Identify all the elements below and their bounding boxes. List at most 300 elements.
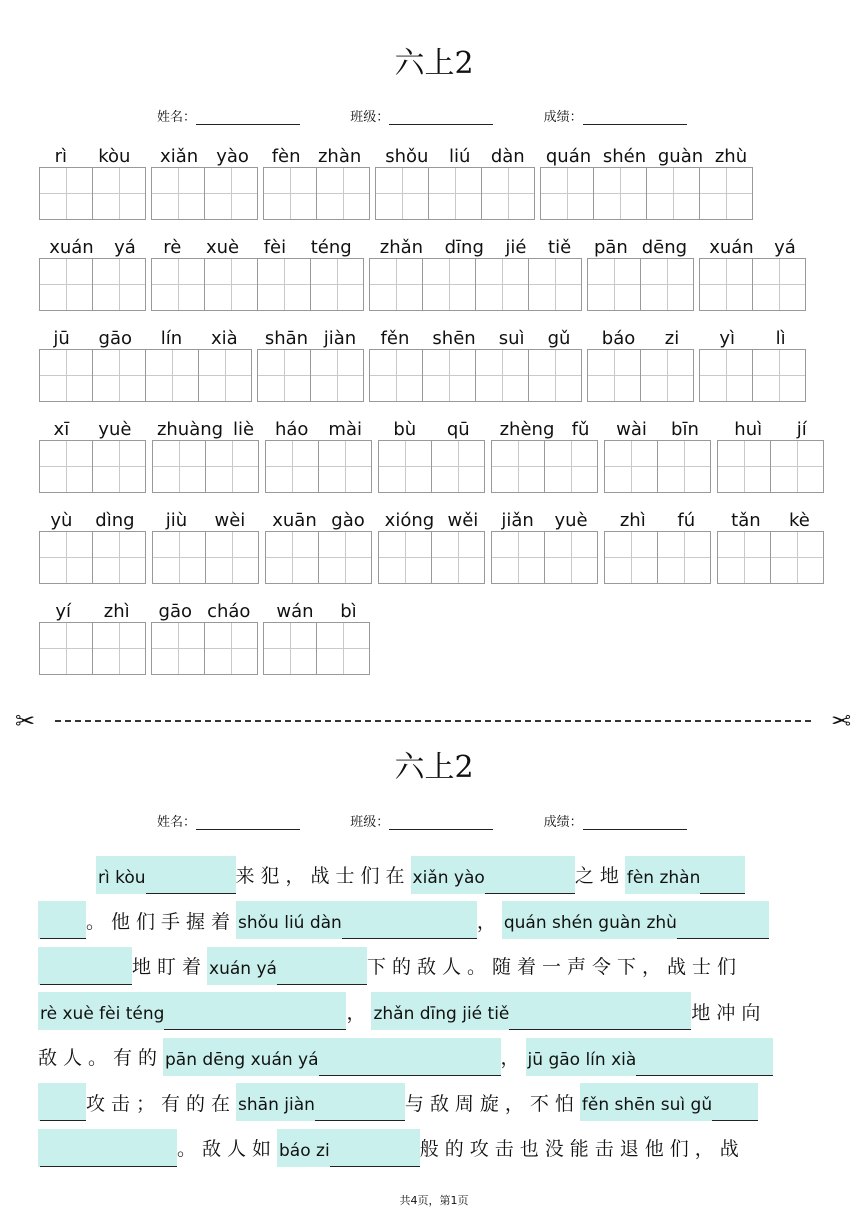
answer-line[interactable]	[40, 1142, 177, 1167]
pinyin-syllable: gāo	[158, 601, 192, 622]
pinyin-syllable: yá	[114, 237, 136, 258]
pinyin-syllable: wèi	[214, 510, 246, 531]
pinyin-syllable: rè	[163, 237, 182, 258]
pinyin-prompt: quán shén guàn zhù	[503, 913, 677, 934]
writing-cell[interactable]	[206, 531, 259, 584]
writing-cell[interactable]	[93, 531, 146, 584]
writing-cell[interactable]	[263, 622, 317, 675]
answer-line[interactable]	[146, 869, 236, 894]
paragraph-line	[38, 852, 828, 898]
pinyin-blank[interactable]	[625, 856, 746, 894]
pinyin-syllable: zhì	[103, 601, 130, 622]
writing-cell[interactable]	[491, 440, 545, 493]
pinyin-syllable: zhèng	[499, 419, 555, 440]
score-label: 成绩：	[543, 110, 583, 125]
pinyin-word	[39, 328, 252, 404]
pinyin-syllable: xuè	[205, 237, 240, 258]
writing-cell[interactable]	[93, 349, 146, 402]
pinyin-word	[265, 510, 372, 586]
paragraph-text: 。敌人如	[177, 1138, 278, 1161]
pinyin-blank[interactable]	[411, 856, 575, 894]
pinyin-word	[152, 419, 259, 495]
pinyin-label-row	[39, 419, 146, 440]
pinyin-prompt: xiǎn yào	[412, 867, 485, 888]
writing-cell[interactable]	[604, 531, 658, 584]
writing-cell[interactable]	[753, 349, 806, 402]
pinyin-syllable: xióng	[384, 510, 435, 531]
pinyin-syllable: dàn	[490, 146, 525, 167]
writing-cell[interactable]	[491, 531, 545, 584]
writing-cell[interactable]	[319, 440, 372, 493]
pinyin-word	[151, 237, 364, 313]
writing-cell[interactable]	[658, 440, 711, 493]
pinyin-syllable: fèn	[271, 146, 301, 167]
pinyin-syllable: huì	[734, 419, 763, 440]
pinyin-word	[699, 237, 806, 313]
writing-cell[interactable]	[594, 167, 647, 220]
writing-cell[interactable]	[39, 258, 93, 311]
pinyin-syllable: yí	[55, 601, 72, 622]
writing-cell[interactable]	[699, 258, 753, 311]
pinyin-syllable: zhù	[714, 146, 748, 167]
answer-line[interactable]	[277, 960, 367, 985]
pinyin-label-row	[263, 146, 370, 167]
pinyin-prompt: rì kòu	[98, 867, 146, 888]
pinyin-syllable: dìng	[95, 510, 135, 531]
pinyin-label-row	[265, 419, 372, 440]
pinyin-blank[interactable]	[236, 901, 477, 939]
answer-line[interactable]	[164, 1005, 346, 1030]
page-title: 六上2	[394, 46, 474, 81]
pinyin-blank[interactable]	[371, 992, 691, 1030]
pinyin-syllable: liè	[232, 419, 255, 440]
pinyin-word	[39, 146, 146, 222]
writing-cell[interactable]	[482, 167, 535, 220]
pinyin-label-row	[151, 601, 258, 622]
pinyin-label-row	[375, 146, 535, 167]
pinyin-syllable: yì	[719, 328, 735, 349]
pinyin-word	[265, 419, 372, 495]
pinyin-prompt: rè xuè fèi téng	[40, 1004, 165, 1025]
name-field[interactable]	[196, 815, 300, 830]
pinyin-word	[699, 328, 806, 404]
pinyin-syllable: guàn	[657, 146, 704, 167]
dashed-divider	[55, 720, 811, 722]
pinyin-syllable: zhì	[619, 510, 646, 531]
pinyin-syllable: fěn	[380, 328, 410, 349]
pinyin-label-row	[39, 237, 146, 258]
writing-cell[interactable]	[206, 440, 259, 493]
answer-line[interactable]	[509, 1005, 691, 1030]
name-label: 姓名：	[157, 815, 197, 830]
name-field[interactable]	[196, 110, 300, 125]
student-info-2	[157, 811, 687, 830]
pinyin-blank[interactable]	[96, 856, 236, 894]
pinyin-label-row	[263, 601, 370, 622]
answer-line[interactable]	[319, 1051, 501, 1076]
pinyin-word	[39, 419, 146, 495]
pinyin-word	[151, 601, 258, 677]
answer-line[interactable]	[700, 869, 745, 894]
scissors-icon: ✂	[830, 707, 851, 735]
pinyin-syllable: fǔ	[571, 419, 590, 440]
writing-cell[interactable]	[545, 531, 598, 584]
pinyin-label-row	[717, 510, 824, 531]
pinyin-syllable: zhǎn	[379, 237, 424, 258]
writing-cell[interactable]	[317, 622, 370, 675]
writing-cell[interactable]	[587, 258, 641, 311]
paragraph-line	[38, 898, 828, 944]
writing-cell[interactable]	[39, 622, 93, 675]
writing-cell[interactable]	[311, 258, 364, 311]
pinyin-syllable: yá	[774, 237, 796, 258]
pinyin-word	[491, 510, 598, 586]
writing-cell[interactable]	[151, 622, 205, 675]
answer-line[interactable]	[342, 914, 477, 939]
writing-cell[interactable]	[647, 167, 700, 220]
pinyin-syllable: xuán	[49, 237, 94, 258]
pinyin-syllable: zi	[664, 328, 680, 349]
score-field[interactable]	[583, 110, 687, 125]
writing-cell[interactable]	[151, 258, 205, 311]
answer-line[interactable]	[636, 1051, 773, 1076]
writing-cell[interactable]	[771, 440, 824, 493]
pinyin-word	[587, 328, 694, 404]
paragraph-line	[38, 989, 828, 1035]
writing-cell[interactable]	[432, 531, 485, 584]
pinyin-syllable: xuán	[709, 237, 754, 258]
pinyin-syllable: yù	[50, 510, 73, 531]
pinyin-syllable: jiàn	[323, 328, 357, 349]
pinyin-syllable: liú	[448, 146, 471, 167]
pinyin-label-row	[39, 601, 146, 622]
pinyin-label-row	[491, 419, 598, 440]
pinyin-syllable: téng	[310, 237, 352, 258]
pinyin-syllable: gāo	[98, 328, 133, 349]
pinyin-syllable: pān	[593, 237, 628, 258]
pinyin-blank[interactable]	[277, 1129, 420, 1167]
pinyin-label-row	[540, 146, 753, 167]
page-title-2: 六上2	[394, 750, 474, 785]
pinyin-syllable: yuè	[98, 419, 132, 440]
pinyin-syllable: rì	[54, 146, 67, 167]
answer-line[interactable]	[40, 960, 132, 985]
pinyin-syllable: zhàn	[317, 146, 362, 167]
writing-cell[interactable]	[717, 440, 771, 493]
writing-cell[interactable]	[717, 531, 771, 584]
writing-cell[interactable]	[265, 440, 319, 493]
pinyin-word	[378, 510, 485, 586]
pinyin-syllable: wěi	[447, 510, 479, 531]
paragraph-text: 下的敌人。随着一声令下，战士们	[366, 956, 742, 979]
pinyin-word	[39, 237, 146, 313]
writing-cell[interactable]	[699, 349, 753, 402]
pinyin-syllable: quán	[545, 146, 592, 167]
pinyin-syllable: lì	[775, 328, 786, 349]
student-info	[157, 106, 687, 125]
pinyin-label-row	[152, 510, 259, 531]
writing-cell[interactable]	[378, 531, 432, 584]
pinyin-syllable: shān	[264, 328, 309, 349]
pinyin-word	[369, 328, 582, 404]
writing-cell[interactable]	[658, 531, 711, 584]
fill-in-paragraph	[38, 852, 828, 1171]
writing-cell[interactable]	[152, 440, 206, 493]
pinyin-syllable: yuè	[554, 510, 588, 531]
pinyin-syllable: gào	[331, 510, 365, 531]
writing-cell[interactable]	[263, 167, 317, 220]
writing-cell[interactable]	[317, 167, 370, 220]
pinyin-syllable: wài	[616, 419, 647, 440]
paragraph-text: 攻击；有的在	[86, 1092, 237, 1115]
pinyin-syllable: mài	[328, 419, 362, 440]
pinyin-word	[604, 419, 711, 495]
writing-cell[interactable]	[423, 258, 476, 311]
writing-cell[interactable]	[39, 349, 93, 402]
answer-line[interactable]	[485, 869, 575, 894]
paragraph-text: 之地	[574, 865, 625, 888]
pinyin-word	[257, 328, 364, 404]
pinyin-word	[152, 510, 259, 586]
writing-cell[interactable]	[641, 258, 694, 311]
pinyin-syllable: shén	[602, 146, 647, 167]
pinyin-blank[interactable]	[502, 901, 769, 939]
pinyin-label-row	[587, 237, 694, 258]
pinyin-label-row	[604, 419, 711, 440]
scissors-icon: ✂	[15, 707, 36, 735]
pinyin-prompt: xuán yá	[209, 958, 277, 979]
pinyin-label-row	[699, 237, 806, 258]
pinyin-label-row	[378, 419, 485, 440]
pinyin-syllable: cháo	[207, 601, 251, 622]
writing-cell[interactable]	[152, 531, 206, 584]
pinyin-blank[interactable]	[580, 1083, 758, 1121]
pinyin-label-row	[369, 328, 582, 349]
writing-cell[interactable]	[199, 349, 252, 402]
class-label: 班级：	[350, 815, 390, 830]
writing-cell[interactable]	[93, 440, 146, 493]
writing-cell[interactable]	[540, 167, 594, 220]
writing-cell[interactable]	[429, 167, 482, 220]
writing-cell[interactable]	[369, 349, 423, 402]
pinyin-label-row	[699, 328, 806, 349]
paragraph-text: 敌人。有的	[38, 1047, 164, 1070]
pinyin-prompt: jū gāo lín xià	[527, 1049, 637, 1070]
pinyin-blank[interactable]	[38, 947, 132, 985]
writing-cell[interactable]	[205, 167, 258, 220]
pinyin-syllable: jié	[505, 237, 527, 258]
pinyin-syllable: kòu	[98, 146, 131, 167]
pinyin-syllable: jí	[796, 419, 807, 440]
pinyin-label-row	[378, 510, 485, 531]
pinyin-syllable: dīng	[444, 237, 484, 258]
writing-cell[interactable]	[545, 440, 598, 493]
pinyin-word	[491, 419, 598, 495]
pinyin-word	[717, 419, 824, 495]
pinyin-word	[540, 146, 753, 222]
pinyin-label-row	[151, 237, 364, 258]
pinyin-syllable: jiǎn	[501, 510, 534, 531]
writing-cell[interactable]	[476, 349, 529, 402]
writing-cell[interactable]	[375, 167, 429, 220]
pinyin-syllable: xī	[53, 419, 70, 440]
pinyin-blank[interactable]	[38, 992, 346, 1030]
pinyin-label-row	[717, 419, 824, 440]
pinyin-syllable: bīn	[671, 419, 699, 440]
writing-cell[interactable]	[529, 349, 582, 402]
answer-line[interactable]	[315, 1096, 405, 1121]
pinyin-syllable: jū	[53, 328, 70, 349]
pinyin-prompt: fèn zhàn	[626, 867, 701, 888]
class-field[interactable]	[389, 815, 493, 830]
writing-cell[interactable]	[311, 349, 364, 402]
pinyin-word	[39, 601, 146, 677]
pinyin-syllable: kè	[788, 510, 810, 531]
pinyin-syllable: qū	[446, 419, 470, 440]
pinyin-label-row	[265, 510, 372, 531]
paragraph-text: ，	[500, 1047, 526, 1070]
answer-line[interactable]	[330, 1142, 420, 1167]
pinyin-blank[interactable]	[38, 1129, 177, 1167]
writing-cell[interactable]	[771, 531, 824, 584]
writing-cell[interactable]	[93, 622, 146, 675]
paragraph-text: ，	[476, 910, 502, 933]
pinyin-word	[263, 601, 370, 677]
pinyin-word	[151, 146, 258, 222]
paragraph-text: 。他们手握着	[86, 910, 237, 933]
pinyin-syllable: dēng	[641, 237, 688, 258]
pinyin-word	[375, 146, 535, 222]
paragraph-line	[38, 1080, 828, 1126]
pinyin-blank[interactable]	[38, 1083, 86, 1121]
paragraph-text: 来犯，战士们在	[235, 865, 411, 888]
writing-cell[interactable]	[753, 258, 806, 311]
paragraph-line	[38, 943, 828, 989]
pinyin-label-row	[39, 510, 146, 531]
pinyin-prompt: zhǎn dīng jié tiě	[373, 1004, 510, 1025]
pinyin-prompt: báo zi	[279, 1140, 330, 1161]
pinyin-syllable: fèi	[263, 237, 287, 258]
pinyin-label-row	[257, 328, 364, 349]
writing-cell[interactable]	[146, 349, 199, 402]
writing-cell[interactable]	[604, 440, 658, 493]
paragraph-line	[38, 1034, 828, 1080]
answer-line[interactable]	[40, 1096, 86, 1121]
writing-cell[interactable]	[423, 349, 476, 402]
writing-cell[interactable]	[151, 167, 205, 220]
pinyin-syllable: háo	[274, 419, 309, 440]
pinyin-prompt: pān dēng xuán yá	[165, 1049, 319, 1070]
writing-cell[interactable]	[529, 258, 582, 311]
paragraph-text: 地冲向	[691, 1001, 767, 1024]
answer-line[interactable]	[40, 914, 86, 939]
paragraph-text: ，	[346, 1001, 372, 1024]
pinyin-prompt: fěn shēn suì gǔ	[581, 1095, 713, 1116]
score-field[interactable]	[583, 815, 687, 830]
pinyin-syllable: báo	[601, 328, 636, 349]
cut-line	[15, 709, 851, 733]
pinyin-label-row	[39, 146, 146, 167]
pinyin-prompt: shān jiàn	[238, 1095, 315, 1116]
page-footer: 共4页，第1页	[399, 1194, 469, 1207]
pinyin-word	[717, 510, 824, 586]
pinyin-word	[604, 510, 711, 586]
writing-cell[interactable]	[587, 349, 641, 402]
writing-cell[interactable]	[319, 531, 372, 584]
pinyin-label-row	[491, 510, 598, 531]
pinyin-word	[587, 237, 694, 313]
writing-cell[interactable]	[476, 258, 529, 311]
writing-cell[interactable]	[93, 258, 146, 311]
pinyin-label-row	[369, 237, 582, 258]
writing-cell[interactable]	[205, 622, 258, 675]
pinyin-label-row	[604, 510, 711, 531]
writing-cell[interactable]	[369, 258, 423, 311]
pinyin-blank[interactable]	[38, 901, 86, 939]
writing-cell[interactable]	[39, 440, 93, 493]
pinyin-syllable: xià	[210, 328, 238, 349]
paragraph-text: 地盯着	[132, 956, 208, 979]
paragraph-text: 般的攻击也没能击退他们，战	[419, 1138, 745, 1161]
writing-cell[interactable]	[257, 349, 311, 402]
pinyin-syllable: yào	[216, 146, 249, 167]
pinyin-syllable: shēn	[432, 328, 476, 349]
writing-cell[interactable]	[641, 349, 694, 402]
pinyin-syllable: suì	[498, 328, 525, 349]
pinyin-syllable: bù	[393, 419, 417, 440]
pinyin-word	[378, 419, 485, 495]
pinyin-syllable: bì	[340, 601, 357, 622]
pinyin-syllable: tiě	[548, 237, 572, 258]
class-field[interactable]	[389, 110, 493, 125]
writing-cell[interactable]	[39, 167, 93, 220]
name-label: 姓名：	[157, 110, 197, 125]
pinyin-blank[interactable]	[207, 947, 367, 985]
answer-line[interactable]	[677, 914, 769, 939]
pinyin-syllable: xiǎn	[160, 146, 199, 167]
writing-cell[interactable]	[265, 531, 319, 584]
pinyin-syllable: jiù	[165, 510, 188, 531]
pinyin-syllable: gǔ	[547, 328, 571, 349]
pinyin-word	[39, 510, 146, 586]
writing-cell[interactable]	[700, 167, 753, 220]
pinyin-blank[interactable]	[526, 1038, 774, 1076]
pinyin-blank[interactable]	[163, 1038, 501, 1076]
writing-cell[interactable]	[93, 167, 146, 220]
pinyin-syllable: fú	[677, 510, 696, 531]
pinyin-label-row	[587, 328, 694, 349]
pinyin-syllable: lín	[160, 328, 183, 349]
pinyin-word	[369, 237, 582, 313]
writing-cell[interactable]	[258, 258, 311, 311]
pinyin-prompt: shǒu liú dàn	[238, 913, 342, 934]
pinyin-syllable: zhuàng	[156, 419, 224, 440]
pinyin-syllable: shǒu	[385, 146, 429, 167]
pinyin-label-row	[152, 419, 259, 440]
writing-cell[interactable]	[432, 440, 485, 493]
pinyin-blank[interactable]	[236, 1083, 405, 1121]
pinyin-syllable: wán	[276, 601, 314, 622]
answer-line[interactable]	[712, 1096, 758, 1121]
writing-cell[interactable]	[39, 531, 93, 584]
paragraph-line	[38, 1125, 828, 1171]
writing-cell[interactable]	[205, 258, 258, 311]
class-label: 班级：	[350, 110, 390, 125]
writing-cell[interactable]	[378, 440, 432, 493]
pinyin-syllable: tǎn	[731, 510, 761, 531]
paragraph-text: 与敌周旋，不怕	[404, 1092, 580, 1115]
score-label: 成绩：	[543, 815, 583, 830]
